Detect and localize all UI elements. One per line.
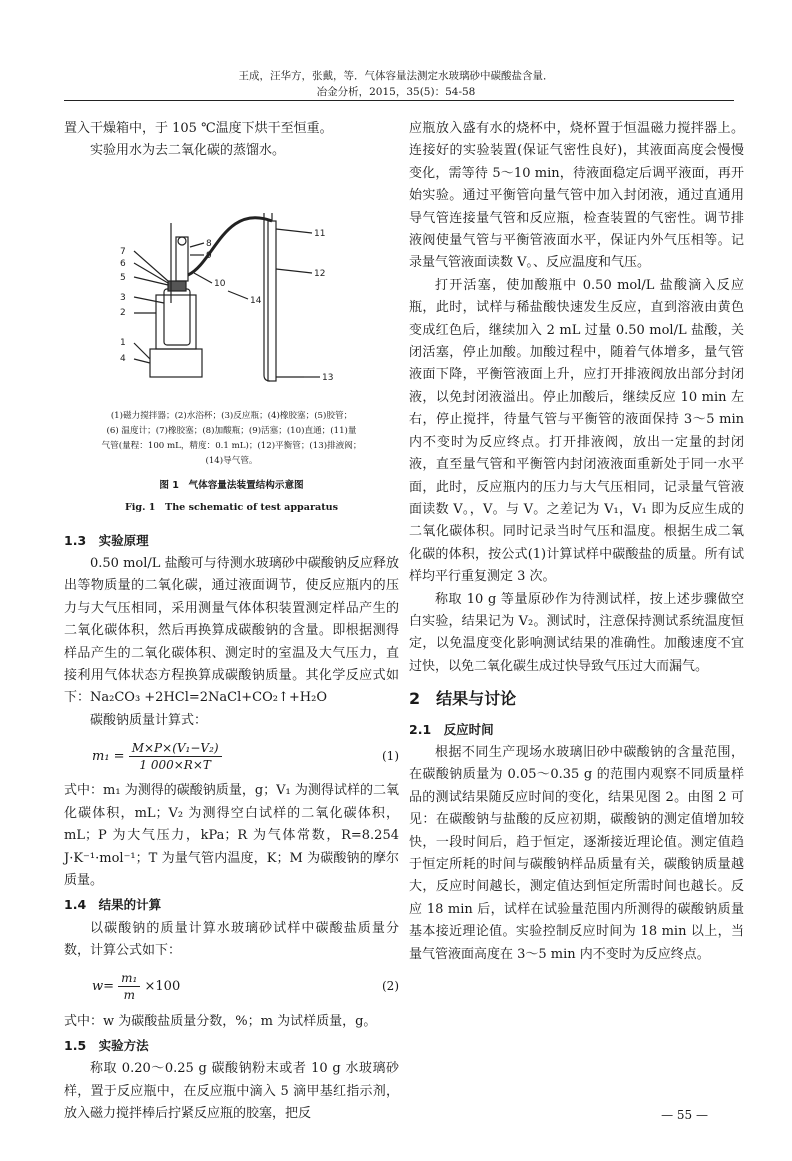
caption-line: (14)导气管。 <box>205 455 258 466</box>
fig-label-6: 6 <box>120 258 126 269</box>
eq1-number: (1) <box>382 749 399 764</box>
figure-title-cn: 图 1 气体容量法装置结构示意图 <box>159 479 304 491</box>
leader-line <box>194 273 212 283</box>
caption-line: (6) 温度计；(7)橡胶塞；(8)加酸瓶；(9)活塞；(10)直通；(11)量 <box>106 425 357 436</box>
figure-caption <box>64 409 399 469</box>
section-heading-1-5: 1.5 实验方法 <box>64 1037 149 1053</box>
leader-line <box>276 229 312 233</box>
page-number: — 55 — <box>661 1108 708 1122</box>
paragraph: 置入干燥箱中，于 105 ℃温度下烘干至恒重。 <box>64 121 333 136</box>
fig-label-12: 12 <box>314 268 326 279</box>
leader-line <box>134 277 168 285</box>
leader-line <box>134 343 150 359</box>
eq2-rhs: ×100 <box>144 979 181 995</box>
paragraph: 根据不同生产现场水玻璃旧砂中碳酸钠的含量范围，在碳酸钠质量为 0.05～0.35 g 的范围内观察不同质量样品的测试结果随反应时间的变化，结果见图 2。由图 2 可见：在碳酸钠与盐酸的反应初期，碳酸钠的测定值增加较快，一段时间后，趋于恒定，逐渐接近理论值。测定值趋于恒定所耗的时间与碳酸钠样品质量有关，碳酸钠质量越大，反应时间越长，测定值达到恒定所需时间也越长。反应 18 min 后，试样在试验量范围内所测得的碳酸钠质量基本接近理论值。实验控制反应时间为 18 min 以上，当量气管液面高度在 3～5 min 内不变时为反应终点。 <box>409 744 744 962</box>
acid-bottle-shape <box>176 237 188 281</box>
eq1-numerator: M×P×(V₁−V₂) <box>129 740 222 757</box>
apparatus-figure <box>64 163 399 403</box>
paragraph: 以碳酸钠的质量计算水玻璃砂试样中碳酸盐质量分数，计算公式如下： <box>64 920 399 959</box>
eq1-lhs: m₁ = <box>92 748 125 764</box>
paragraph: 称取 0.20～0.25 g 碳酸钠粉末或者 10 g 水玻璃砂样，置于反应瓶中，在反应瓶中滴入 5 滴甲基红指示剂，放入磁力搅拌棒后拧紧反应瓶的胶塞，把反 <box>64 1061 399 1122</box>
apparatus-diagram <box>64 163 399 403</box>
eq1-fraction <box>129 740 222 773</box>
gas-tube-shape <box>188 217 272 274</box>
paragraph: 式中：m₁ 为测得的碳酸钠质量，g；V₁ 为测得试样的二氧化碳体积，mL；V₂ 为测得空白试样的二氧化碳体积，mL；P 为大气压力，kPa；R 为气体常数，R=8.254 J·K⁻¹·mol⁻¹；T 为量气管内温度，K；M 为碳酸钠的摩尔质量。 <box>64 783 399 888</box>
figure-title-en: Fig. 1 The schematic of test apparatus <box>124 502 339 514</box>
header-rule <box>64 100 734 101</box>
fig-label-7: 7 <box>120 246 126 257</box>
paragraph: 实验用水为去二氧化碳的蒸馏水。 <box>90 143 286 159</box>
paragraph: 0.50 mol/L 盐酸可与待测水玻璃砂中碳酸钠反应释放出等物质量的二氧化碳，通过液面调节，使反应瓶内的压力与大气压相同，采用测量气体体积装置测定样品产生的二氧化碳体积，然后再换算成碳酸钠的含量。即根据测得样品产生的二氧化碳体积、测定时的室温及大气压力，直接利用气体状态方程换算成碳酸钠质量。其化学反应式如下：Na₂CO₃ +2HCl=2NaCl+CO₂↑+H₂O <box>64 556 399 706</box>
fig-label-4: 4 <box>120 353 126 364</box>
paragraph: 碳酸钠质量计算式： <box>90 712 208 728</box>
fig-label-2: 2 <box>120 307 126 318</box>
eq2-lhs: w= <box>92 979 115 995</box>
eq2-number: (2) <box>382 979 399 994</box>
leader-line <box>190 243 204 247</box>
fig-label-13: 13 <box>322 372 334 383</box>
equation-1 <box>64 732 399 780</box>
caption-line: (1)磁力搅拌器；(2)水浴杯；(3)反应瓶；(4)橡胶塞；(5)胶管； <box>110 410 353 421</box>
left-column <box>64 118 399 1126</box>
caption-line: 气管(量程：100 mL，精度：0.1 mL)；(12)平衡管；(13)排液阀； <box>101 440 362 451</box>
eq1-denominator: 1 000×R×T <box>139 757 211 772</box>
fig-label-5: 5 <box>120 272 126 283</box>
section-heading-1-3: 1.3 实验原理 <box>64 532 149 548</box>
paragraph: 式中：w 为碳酸盐质量分数，%；m 为试样质量，g。 <box>64 1013 377 1029</box>
fig-label-9: 9 <box>206 250 212 261</box>
equation-2 <box>64 963 399 1011</box>
burette-shape <box>268 221 276 381</box>
paragraph: 应瓶放入盛有水的烧杯中，烧杯置于恒温磁力搅拌器上。连接好的实验装置(保证气密性良好)，其液面高度会慢慢变化，需等待 5～10 min，待液面稳定后调平液面，再开始实验。通过平衡管向量气管中加入封闭液，通过直通用导气管连接量气管和反应瓶，检查装置的气密性。调节排液阀使量气管与平衡管液面水平，保证内外气压相等。记录量气管液面读数 V。、反应温度和气压。 <box>409 121 744 271</box>
right-column <box>409 118 744 966</box>
stirrer-shape <box>150 349 202 377</box>
reaction-bottle-shape <box>164 289 190 345</box>
section-heading-1-4: 1.4 结果的计算 <box>64 897 162 913</box>
paragraph: 称取 10 g 等量原砂作为待测试样，按上述步骤做空白实验，结果记为 V₂。测试时，注意保持测试系统温度恒定，以免温度变化影响测试结果的准确性。加酸速度不宜过快，以免二氧化碳生成过快导致气压过大而漏气。 <box>409 591 744 674</box>
leader-line <box>276 269 312 273</box>
paragraph: 打开活塞，使加酸瓶中 0.50 mol/L 盐酸滴入反应瓶，此时，试样与稀盐酸快速发生反应，直到溶液由黄色变成红色后，继续加入 2 mL 过量 0.50 mol/L 盐酸，关闭活塞，停止加酸。加酸过程中，随着气体增多，量气管液面下降，平衡管液面上升，应打开排液阀放出部分封闭液，以免封闭液溢出。停止加酸后，继续反应 10 min 左右，停止搅拌，待量气管与平衡管的液面保持 3～5 min 内不变时为反应终点。打开排液阀，放出一定量的封闭液，直至量气管和平衡管内封闭液液面重新处于同一水平面，此时，反应瓶内的压力与大气压相同，记录量气管液面读数 V。，V。与 V。之差记为 V₁，V₁ 即为反应生成的二氧化碳体积。同时记录当时气压和温度。根据生成二氧化碳的体积，按公式(1)计算试样中碳酸盐的质量。所有试样均平行重复测定 3 次。 <box>409 277 744 585</box>
leader-line <box>134 359 150 363</box>
fig-label-10: 10 <box>214 278 226 289</box>
section-heading-2: 2 结果与讨论 <box>409 689 517 709</box>
running-header-citation: 王成，汪华方，张戴，等．气体容量法测定水玻璃砂中碳酸盐含量． <box>238 70 554 82</box>
fig-label-11: 11 <box>314 228 326 239</box>
eq2-fraction <box>118 970 140 1003</box>
leader-line <box>134 297 164 303</box>
running-header-journal: 冶金分析，2015，35(5)：54-58 <box>316 86 476 98</box>
eq2-denominator: m <box>123 988 135 1003</box>
section-heading-2-1: 2.1 反应时间 <box>409 721 494 737</box>
fig-label-14: 14 <box>250 295 262 306</box>
fig-label-8: 8 <box>206 238 212 249</box>
fig-label-1: 1 <box>120 337 126 348</box>
balance-join-shape <box>264 375 270 381</box>
eq2-numerator: m₁ <box>118 970 140 987</box>
leader-line <box>228 291 248 299</box>
fig-label-3: 3 <box>120 292 126 303</box>
stopcock-shape <box>178 237 186 245</box>
